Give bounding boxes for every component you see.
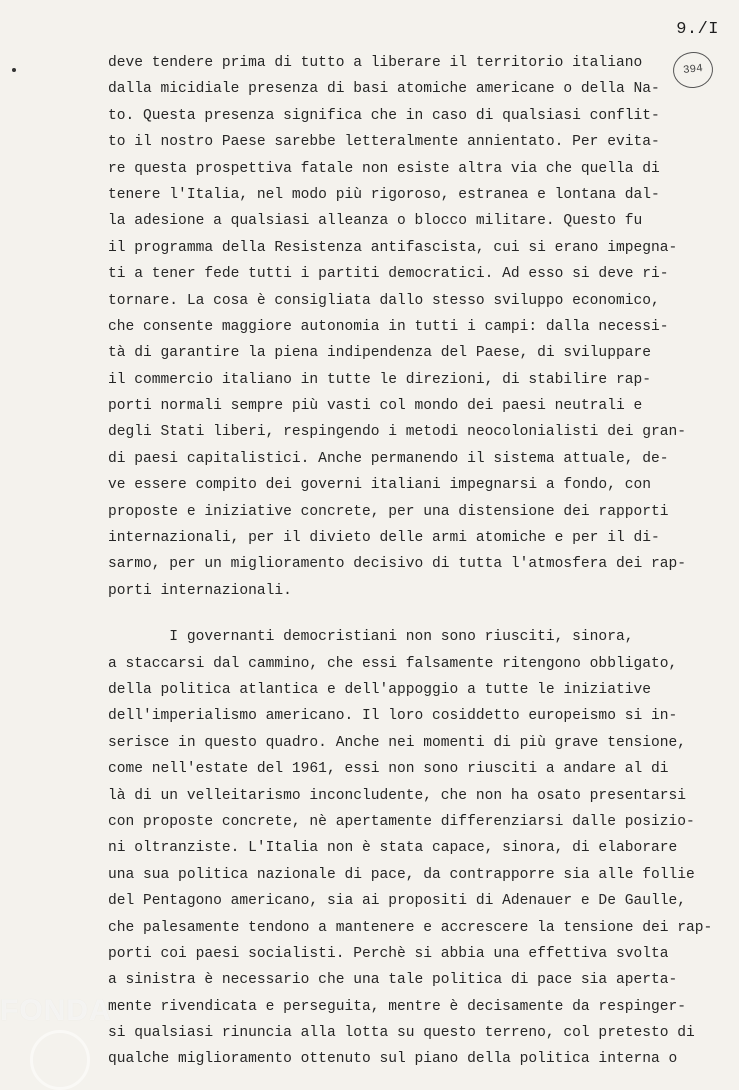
text-line: deve tendere prima di tutto a liberare il territorio italiano [108, 55, 643, 71]
text-line: là di un velleitarismo inconcludente, che non ha osato presentarsi [108, 787, 687, 804]
text-line: mente rivendicata e perseguita, mentre è decisamente da respinger- [108, 998, 687, 1015]
text-line: dalla micidiale presenza di basi atomiche americane o della Na- [108, 81, 660, 98]
text-line: una sua politica nazionale di pace, da contrapporre sia alle follie [108, 866, 695, 883]
text-line: proposte e iniziative concrete, per una distensione dei rapporti [108, 503, 669, 520]
text-line: serisce in questo quadro. Anche nei momenti di più grave tensione, [108, 734, 687, 751]
body-text [108, 50, 713, 1073]
text-line: internazionali, per il divieto delle armi atomiche e per il di- [108, 530, 660, 547]
text-line: il programma della Resistenza antifascista, cui si erano impegna- [108, 239, 678, 256]
text-line: sarmo, per un miglioramento decisivo di tutta l'atmosfera dei rap- [108, 556, 687, 573]
text-line: a sinistra è necessario che una tale politica di pace sia aperta- [108, 972, 678, 989]
text-line: tà di garantire la piena indipendenza del Paese, di sviluppare [108, 345, 651, 362]
text-line: a staccarsi dal cammino, che essi falsamente ritengono obbligato, [108, 655, 678, 672]
text-line: del Pentagono americano, sia ai propositi di Adenauer e De Gaulle, [108, 893, 687, 910]
text-line: di paesi capitalistici. Anche permanendo il sistema attuale, de- [108, 450, 669, 467]
paragraph-2 [108, 624, 713, 1073]
text-line: della politica atlantica e dell'appoggio a tutte le iniziative [108, 681, 651, 698]
text-line: to. Questa presenza significa che in caso di qualsiasi conflit- [108, 107, 660, 124]
text-line: ti a tener fede tutti i partiti democratici. Ad esso si deve ri- [108, 266, 669, 283]
text-line: porti coi paesi socialisti. Perchè si abbia una effettiva svolta [108, 945, 669, 962]
text-line: il commercio italiano in tutte le direzioni, di stabilire rap- [108, 371, 651, 388]
page-number: 9./I [676, 20, 719, 39]
text-line: la adesione a qualsiasi alleanza o blocco militare. Questo fu [108, 213, 643, 230]
paragraph-1 [108, 50, 708, 604]
text-line: to il nostro Paese sarebbe letteralmente annientato. Per evita- [108, 134, 660, 151]
text-line: I governanti democristiani non sono riusciti, sinora, [108, 629, 634, 646]
text-line: dell'imperialismo americano. Il loro cosiddetto europeismo si in- [108, 708, 678, 725]
text-line: che consente maggiore autonomia in tutti i campi: dalla necessi- [108, 318, 669, 335]
text-line: qualche miglioramento ottenuto sul piano della politica interna o [108, 1051, 678, 1068]
text-line: con proposte concrete, nè apertamente differenziarsi dalle posizio- [108, 813, 695, 830]
archive-stamp: 394 [671, 50, 715, 90]
watermark-logo-ring [30, 1030, 90, 1090]
text-line: che palesamente tendono a mantenere e accrescere la tensione dei rap- [108, 919, 713, 936]
text-line: degli Stati liberi, respingendo i metodi neocolonialisti dei gran- [108, 424, 687, 441]
text-line: re questa prospettiva fatale non esiste altra via che quella di [108, 160, 660, 177]
text-line: tenere l'Italia, nel modo più rigoroso, estranea e lontana dal- [108, 186, 660, 203]
text-line: tornare. La cosa è consigliata dallo stesso sviluppo economico, [108, 292, 660, 309]
text-line: come nell'estate del 1961, essi non sono riusciti a andare al di [108, 761, 669, 778]
text-line: porti internazionali. [108, 582, 292, 599]
archive-watermark: FONDA [0, 994, 112, 1027]
text-line: porti normali sempre più vasti col mondo dei paesi neutrali e [108, 398, 643, 415]
text-line: si qualsiasi rinuncia alla lotta su questo terreno, col pretesto di [108, 1025, 695, 1042]
ink-mark [12, 68, 16, 72]
text-line: ni oltranziste. L'Italia non è stata capace, sinora, di elaborare [108, 840, 678, 857]
text-line: ve essere compito dei governi italiani impegnarsi a fondo, con [108, 477, 651, 494]
